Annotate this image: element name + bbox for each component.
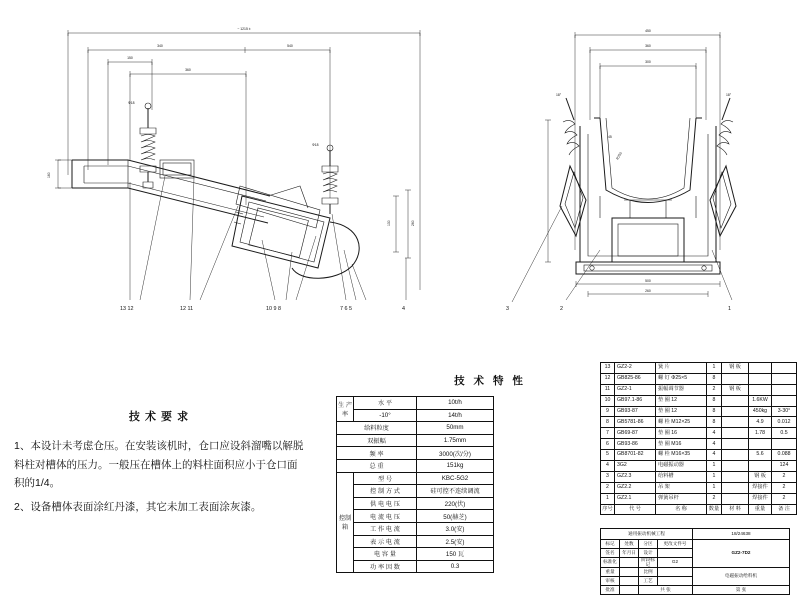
bom-no: 10 [601, 395, 615, 406]
side-callout-leaders [512, 206, 732, 302]
bom-code: GZ2.2 [615, 482, 656, 493]
bom-mat [722, 373, 749, 384]
tb-value [620, 558, 639, 568]
tb-value [620, 586, 639, 595]
tb-label: 设计 [639, 549, 658, 558]
bom-code: GB69-87 [615, 428, 656, 439]
bom-no: 4 [601, 461, 615, 472]
bom-code: GZ2-2 [615, 363, 656, 374]
table-row [601, 384, 797, 395]
dim-text-260: 260 [411, 220, 415, 226]
title-block-row [601, 586, 790, 595]
tech-key: 功 率 因 数 [354, 560, 417, 573]
bom-weight: 4.9 [749, 417, 772, 428]
bom-code: GZ2.1 [615, 493, 656, 504]
tech-key: 电 流 电 压 [354, 510, 417, 523]
dim-text-overall: ~ 1215 ± [237, 27, 251, 31]
tb-label: 标准化 [601, 558, 620, 568]
bom-no: 6 [601, 439, 615, 450]
bom-name: 簧 片 [656, 363, 707, 374]
bom-code: GB97.1-86 [615, 395, 656, 406]
bom-name: 振幅调节器 [656, 384, 707, 395]
bom-name: 螺 栓 M16×35 [656, 450, 707, 461]
callout-13-12: 13 12 [120, 306, 134, 312]
bom-weight: 5.6 [749, 450, 772, 461]
bom-no: 7 [601, 428, 615, 439]
bom-qty: 1 [707, 471, 722, 482]
tb-label: 处数 [620, 540, 639, 549]
table-row [337, 548, 494, 561]
callout-1: 1 [728, 306, 731, 312]
bom-name: 螺 栓 M12×25 [656, 417, 707, 428]
dim-secondary [88, 47, 330, 198]
requirement-item-1: 1、本设计未考虑仓压。在安装该机时，仓口应设斜溜嘴以解脱料柱对槽体的压力。一般压在槽体上的料柱面积应小于仓口面积的1/4。 [14, 440, 304, 489]
table-row [601, 439, 797, 450]
bom-qty: 8 [707, 406, 722, 417]
side-support-frame [576, 126, 720, 274]
dim-side-450 [575, 32, 720, 250]
bom-no: 1 [601, 493, 615, 504]
tb-label: 分区 [639, 540, 658, 549]
dim-side-300 [600, 63, 696, 118]
table-row [337, 434, 494, 447]
callout-7-6-5: 7 6 5 [340, 306, 352, 312]
table-row [601, 406, 797, 417]
bom-qty: 2 [707, 493, 722, 504]
table-row [337, 409, 494, 422]
table-row [337, 522, 494, 535]
table-row [601, 482, 797, 493]
tech-key: 双振幅 [337, 434, 417, 447]
bom-remark: 2 [772, 493, 797, 504]
bom-qty: 4 [707, 439, 722, 450]
bom-no: 8 [601, 417, 615, 428]
bom-code: GB93-87 [615, 406, 656, 417]
technical-requirements [14, 408, 304, 523]
bom-name: 垫 圈 12 [656, 395, 707, 406]
bom-header-name: 名 称 [656, 504, 707, 515]
tech-value: 14t/h [417, 409, 494, 422]
tb-label: 批准 [601, 586, 620, 595]
angle-right-18: 18° [726, 93, 732, 97]
requirements-heading: 技 术 要 求 [128, 411, 190, 423]
bom-no: 13 [601, 363, 615, 374]
tech-value: 150 瓦 [417, 548, 494, 561]
tech-table-title: 技 术 特 性 [454, 375, 526, 387]
dim-text-450: 450 [645, 29, 651, 33]
tb-label: 比例 [639, 568, 658, 577]
dim-right-height [393, 190, 411, 258]
tb-label: 标记 [601, 540, 620, 549]
bom-remark [772, 363, 797, 374]
tech-key: 表 示 电 流 [354, 535, 417, 548]
tech-key: -10° [354, 409, 417, 422]
tb-label: 年月日 [620, 549, 639, 558]
title-block-row [601, 529, 790, 540]
bom-mat: 钢 板 [722, 384, 749, 395]
bom-code: GZ2.3 [615, 471, 656, 482]
dim-fourth [130, 71, 246, 205]
tb-value [620, 577, 639, 586]
tb-value [658, 568, 693, 577]
bom-mat [722, 471, 749, 482]
title-block-row [601, 568, 790, 577]
bom-header-code: 代 号 [615, 504, 656, 515]
bom-name: 垫 圈 16 [656, 428, 707, 439]
bom-remark [772, 384, 797, 395]
table-row [601, 395, 797, 406]
tb-value [620, 568, 639, 577]
bom-name: 弹簧吊杆 [656, 493, 707, 504]
bom-mat [722, 493, 749, 504]
callout-3: 3 [506, 306, 509, 312]
bom-header-qty: 数量 [707, 504, 722, 515]
bom-name: 电磁振动器 [656, 461, 707, 472]
bom-no: 2 [601, 482, 615, 493]
sheet-code: 18/24638 [693, 529, 790, 540]
tech-key: 频 率 [337, 447, 417, 460]
company-name: 通用振动机械工程 [601, 529, 693, 540]
table-row [337, 535, 494, 548]
bom-remark: 3-30° [772, 406, 797, 417]
left-elevation-view [47, 27, 420, 312]
bom-no: 5 [601, 450, 615, 461]
tech-value: 220(伏) [417, 497, 494, 510]
tb-label: 签名 [601, 549, 620, 558]
table-row [337, 485, 494, 498]
tech-value: 0.3 [417, 560, 494, 573]
bom-qty: 1 [707, 482, 722, 493]
tech-value: 3000(次/分) [417, 447, 494, 460]
bom-weight [749, 384, 772, 395]
tech-value: 151kg [417, 459, 494, 472]
tech-value: 10t/h [417, 397, 494, 410]
bom-weight [749, 373, 772, 384]
bom-header-no: 序号 [601, 504, 615, 515]
bom-qty: 4 [707, 428, 722, 439]
tb-label: 共 张 [639, 586, 693, 595]
tech-value: KBC-5G2 [417, 472, 494, 485]
tb-label: 工艺 [639, 577, 658, 586]
dim-side-vertical [545, 120, 551, 262]
bom-remark: 2 [772, 482, 797, 493]
bom-remark: 2 [772, 471, 797, 482]
bill-of-materials-table [600, 362, 797, 515]
bom-qty: 2 [707, 384, 722, 395]
table-row [337, 560, 494, 573]
bom-weight: 钢 板 [749, 471, 772, 482]
label-phi18-left: Φ18 [128, 101, 135, 105]
bom-name: 螺 钉 Φ25×5 [656, 373, 707, 384]
dim-side-360 [590, 47, 706, 120]
bom-weight: 1.78 [749, 428, 772, 439]
bom-weight: 1.6KW [749, 395, 772, 406]
bom-no: 9 [601, 406, 615, 417]
dim-text-300: 300 [645, 60, 651, 64]
tb-value [658, 577, 693, 586]
tb-label: 审核 [601, 577, 620, 586]
tech-key: 工 作 电 流 [354, 522, 417, 535]
tech-group-cell: 控制箱 [337, 472, 354, 573]
bom-code: GB5781-86 [615, 417, 656, 428]
bom-weight: 焊接件 [749, 482, 772, 493]
tech-value: 50mm [417, 422, 494, 435]
power-cable [292, 222, 359, 278]
table-row [337, 472, 494, 485]
bom-qty: 8 [707, 417, 722, 428]
tech-key: 供 电 电 压 [354, 497, 417, 510]
bom-code: GB825-86 [615, 373, 656, 384]
tech-key: 给料粒度 [337, 422, 417, 435]
title-block [600, 528, 790, 596]
bom-remark: 0.012 [772, 417, 797, 428]
callout-12-11: 12 11 [180, 306, 194, 312]
radius-r250: R250 [615, 151, 623, 161]
tech-value: 2.5(安) [417, 535, 494, 548]
table-header-row [601, 504, 797, 515]
bom-mat [722, 450, 749, 461]
label-phi18-right: Φ18 [312, 143, 319, 147]
bom-weight: 焊接件 [749, 493, 772, 504]
dim-left-height [55, 160, 72, 188]
callout-2: 2 [560, 306, 563, 312]
tb-value [658, 549, 693, 558]
bom-remark: 0.088 [772, 450, 797, 461]
table-row [601, 428, 797, 439]
table-row [601, 461, 797, 472]
dim-text-540: 540 [287, 44, 293, 48]
table-row [337, 422, 494, 435]
angle-left-18: 18° [556, 93, 562, 97]
trough-cross-section [594, 118, 702, 203]
tech-characteristics-table [336, 396, 494, 573]
bom-remark: 124 [772, 461, 797, 472]
spring-hanger-left [140, 103, 156, 188]
callout-4: 4 [402, 306, 405, 312]
bom-header-remark: 备 注 [772, 504, 797, 515]
bom-mat [722, 482, 749, 493]
bom-remark [772, 439, 797, 450]
tech-key: 电 容 量 [354, 548, 417, 561]
electromagnetic-vibrator [232, 196, 330, 268]
table-row [337, 447, 494, 460]
table-row [601, 450, 797, 461]
title-block-row [601, 540, 790, 549]
tech-group-cell: 生 产 率 [337, 397, 354, 422]
table-row [337, 397, 494, 410]
bom-code: GZ2-1 [615, 384, 656, 395]
dim-text-360b: 360 [645, 44, 651, 48]
bom-code: 3G2 [615, 461, 656, 472]
table-row [337, 510, 494, 523]
bom-name: 吊 架 [656, 482, 707, 493]
bom-no: 12 [601, 373, 615, 384]
tech-value: 硅可控不连续调流 [417, 485, 494, 498]
table-row [601, 471, 797, 482]
bom-weight [749, 439, 772, 450]
dim-text-360: 360 [185, 68, 191, 72]
bom-remark [772, 373, 797, 384]
tech-value: 3.0(安) [417, 522, 494, 535]
assembly-name: 电磁振动给料机 [693, 568, 790, 586]
bom-no: 3 [601, 471, 615, 482]
bom-qty: 4 [707, 450, 722, 461]
bom-mat [722, 439, 749, 450]
bom-qty: 1 [707, 363, 722, 374]
bom-header-mat: 材 料 [722, 504, 749, 515]
tb-stage-value: G2 [658, 558, 693, 568]
bom-name: 垫 圈 M16 [656, 439, 707, 450]
bom-header-weight: 重量 [749, 504, 772, 515]
part-name: GZ2-7D2 [693, 540, 790, 568]
bom-qty: 8 [707, 395, 722, 406]
bom-mat: 钢 板 [722, 363, 749, 374]
dim-text-260b: 260 [645, 289, 651, 293]
bom-weight: 450kg [749, 406, 772, 417]
bom-mat [722, 406, 749, 417]
bom-code: GB93-86 [615, 439, 656, 450]
tech-key: 总 重 [337, 459, 417, 472]
bom-name: 垫 圈 12 [656, 406, 707, 417]
requirement-item-2: 2、设备槽体表面涂红丹漆，其它未加工表面涂灰漆。 [14, 501, 262, 514]
bom-weight [749, 363, 772, 374]
dim-text-500: 500 [645, 279, 651, 283]
tech-value: 50(赫芝) [417, 510, 494, 523]
bom-mat [722, 428, 749, 439]
right-side-view [506, 29, 736, 312]
chute-body [72, 160, 308, 223]
table-row [337, 459, 494, 472]
bom-weight [749, 461, 772, 472]
bom-mat [722, 461, 749, 472]
dim-text-160: 160 [47, 172, 51, 178]
tb-label: 重量 [601, 568, 620, 577]
dim-text-340: 340 [157, 44, 163, 48]
side-spring-right [710, 98, 736, 236]
bom-remark [772, 395, 797, 406]
side-spring-left [560, 98, 586, 236]
table-row [337, 497, 494, 510]
tech-value: 1.75mm [417, 434, 494, 447]
table-row [601, 493, 797, 504]
tech-key: 水 平 [354, 397, 417, 410]
dim-text-130: 130 [387, 220, 391, 226]
tb-value: 第 张 [693, 586, 790, 595]
bom-no: 11 [601, 384, 615, 395]
tech-key: 型 号 [354, 472, 417, 485]
dim-text-150: 150 [127, 56, 133, 60]
bom-mat [722, 417, 749, 428]
dim-text-45: 45 [608, 135, 612, 139]
bom-qty: 1 [707, 461, 722, 472]
tb-label: 更改文件号 [658, 540, 693, 549]
tech-key: 控 制 方 式 [354, 485, 417, 498]
bom-name: 给料槽 [656, 471, 707, 482]
bom-mat [722, 395, 749, 406]
tb-label: 阶段标记 [639, 558, 658, 568]
table-row [601, 373, 797, 384]
table-row [601, 417, 797, 428]
bom-code: GB8701-82 [615, 450, 656, 461]
callout-10-9-8: 10 9 8 [266, 306, 281, 312]
table-row [601, 363, 797, 374]
bom-qty: 8 [707, 373, 722, 384]
bom-remark: 0.5 [772, 428, 797, 439]
